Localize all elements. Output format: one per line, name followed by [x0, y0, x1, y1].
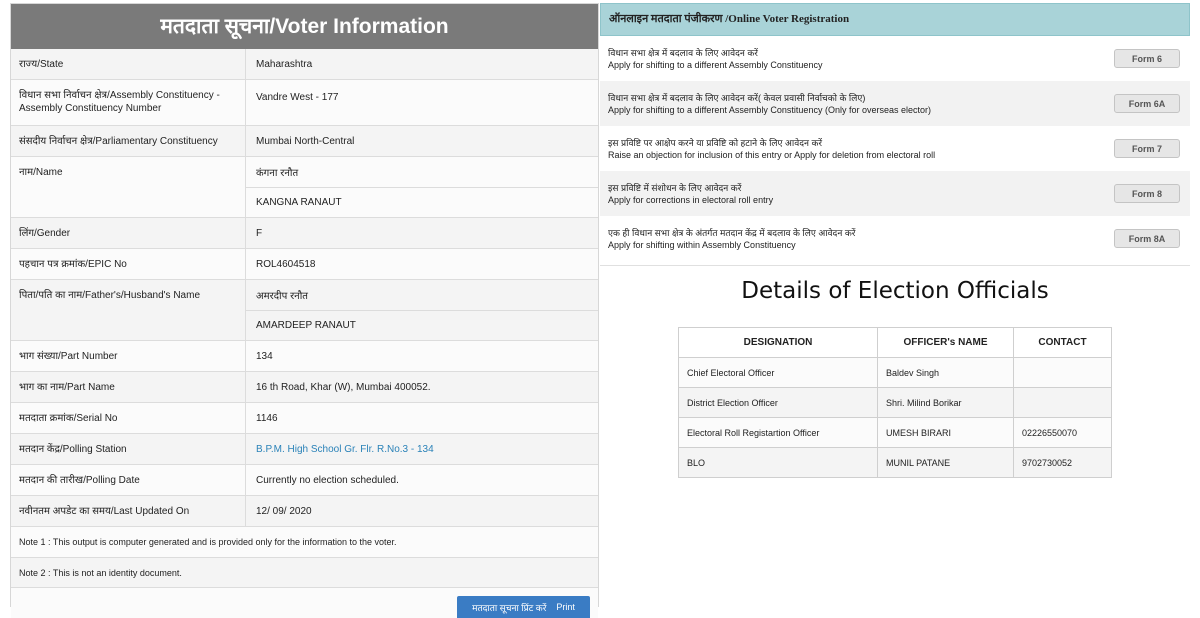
voter-value: Vandre West - 177 [256, 92, 339, 103]
voter-row-name [11, 157, 598, 218]
note-not-identity-document: Note 2 : This is not an identity document. [11, 558, 598, 588]
voter-label: विधान सभा निर्वाचन क्षेत्र/Assembly Constituency - Assembly Constituency Number [11, 80, 246, 125]
form-description-english: Apply for shifting to a different Assembly Constituency (Only for overseas elector) [608, 104, 931, 115]
designation-cell: District Election Officer [679, 388, 878, 418]
voter-row-epic [11, 249, 598, 280]
table-row [679, 358, 1112, 388]
form-description-english: Apply for corrections in electoral roll entry [608, 194, 774, 205]
form-row-8 [600, 171, 1190, 216]
voter-row-part-number [11, 341, 598, 372]
form-6-button[interactable]: Form 6 [1114, 49, 1180, 68]
voter-information-panel [10, 3, 599, 613]
election-officials-title: Details of Election Officials [741, 278, 1049, 304]
voter-row-father-husband [11, 280, 598, 341]
note-computer-generated: Note 1 : This output is computer generated and is provided only for the information to the voter. [11, 527, 598, 558]
officer-name-cell: UMESH BIRARI [878, 418, 1014, 448]
officer-name-cell: Baldev Singh [878, 358, 1014, 388]
voter-row-last-updated [11, 496, 598, 527]
voter-label: संसदीय निर्वाचन क्षेत्र/Parliamentary Constituency [11, 126, 246, 156]
designation-cell: Chief Electoral Officer [679, 358, 878, 388]
voter-row-part-name [11, 372, 598, 403]
voter-label: भाग संख्या/Part Number [11, 341, 246, 371]
voter-row-assembly [11, 80, 598, 126]
form-description-english: Raise an objection for inclusion of this entry or Apply for deletion from electoral roll [608, 149, 936, 160]
form-row-8a [600, 216, 1190, 261]
column-header-designation: DESIGNATION [679, 328, 878, 358]
voter-value: 12/ 09/ 2020 [256, 505, 312, 517]
voter-row-gender [11, 218, 598, 249]
voter-label: पहचान पत्र क्रमांक/EPIC No [11, 249, 246, 279]
form-description-hindi: एक ही विधान सभा क्षेत्र के अंतर्गत मतदान केंद्र में बदलाव के लिए आवेदन करें [608, 227, 856, 238]
form-6a-button[interactable]: Form 6A [1114, 94, 1180, 113]
voter-row-parliamentary [11, 126, 598, 157]
form-8a-button[interactable]: Form 8A [1114, 229, 1180, 248]
column-header-contact: CONTACT [1014, 328, 1112, 358]
online-voter-registration-header: ऑनलाइन मतदाता पंजीकरण /Online Voter Registration [600, 3, 1190, 36]
right-panel [600, 3, 1190, 607]
voter-row-polling-station [11, 434, 598, 465]
print-voter-info-button[interactable] [457, 596, 590, 618]
table-row [679, 388, 1112, 418]
form-description-hindi: विधान सभा क्षेत्र में बदलाव के लिए आवेदन करें [608, 47, 758, 58]
voter-value-hindi: अमरदीप रनौत [256, 291, 308, 302]
column-header-officer-name: OFFICER's NAME [878, 328, 1014, 358]
form-row-6a [600, 81, 1190, 126]
voter-value: 134 [256, 350, 273, 362]
contact-cell [1014, 358, 1112, 388]
form-description-english: Apply for shifting within Assembly Constituency [608, 239, 796, 250]
form-description-hindi: इस प्रविष्टि में संशोधन के लिए आवेदन करें [608, 182, 742, 193]
voter-label: नाम/Name [11, 157, 246, 217]
section-divider [600, 265, 1190, 266]
voter-row-serial-no [11, 403, 598, 434]
designation-cell: BLO [679, 448, 878, 478]
voter-value: F [256, 227, 263, 239]
election-officials-table [678, 327, 1112, 478]
table-row [679, 418, 1112, 448]
voter-label: मतदान की तारीख/Polling Date [11, 465, 246, 495]
form-description-hindi: विधान सभा क्षेत्र में बदलाव के लिए आवेदन करें( केवल प्रवासी निर्वाचको के लिए) [608, 92, 866, 103]
voter-value: 1146 [256, 412, 278, 424]
form-row-6 [600, 36, 1190, 81]
voter-value: Maharashtra [256, 58, 313, 70]
voter-value: 16 th Road, Khar (W), Mumbai 400052. [256, 381, 431, 393]
voter-row-polling-date [11, 465, 598, 496]
contact-cell [1014, 388, 1112, 418]
voter-info-table [11, 49, 598, 527]
table-row [679, 448, 1112, 478]
print-button-label: Print [556, 602, 575, 612]
form-row-7 [600, 126, 1190, 171]
voter-value: ROL4604518 [256, 258, 316, 270]
voter-label: मतदान केंद्र/Polling Station [11, 434, 246, 464]
form-7-button[interactable]: Form 7 [1114, 139, 1180, 158]
voter-label: पिता/पति का नाम/Father's/Husband's Name [11, 280, 246, 340]
contact-cell: 02226550070 [1014, 418, 1112, 448]
voter-value-english: AMARDEEP RANAUT [246, 310, 598, 340]
print-button-hindi-label: मतदाता सूचना प्रिंट करें [472, 602, 547, 613]
officer-name-cell: MUNIL PATANE [878, 448, 1014, 478]
voter-label: भाग का नाम/Part Name [11, 372, 246, 402]
voter-value-hindi: कंगना रनौत [256, 168, 299, 179]
voter-label: राज्य/State [11, 49, 246, 79]
voter-label: लिंग/Gender [11, 218, 246, 248]
table-header-row [679, 328, 1112, 358]
form-description-hindi: इस प्रविष्टि पर आक्षेप करने या प्रविष्टि को हटाने के लिए आवेदन करें [608, 137, 823, 148]
voter-label: मतदाता क्रमांक/Serial No [11, 403, 246, 433]
contact-cell: 9702730052 [1014, 448, 1112, 478]
officer-name-cell: Shri. Milind Borikar [878, 388, 1014, 418]
polling-station-link[interactable]: B.P.M. High School Gr. Flr. R.No.3 - 134 [256, 443, 434, 455]
form-description-english: Apply for shifting to a different Assembly Constituency [608, 59, 823, 70]
voter-label: नवीनतम अपडेट का समय/Last Updated On [11, 496, 246, 526]
voter-value: Mumbai North-Central [256, 135, 355, 147]
form-8-button[interactable]: Form 8 [1114, 184, 1180, 203]
voter-information-title: मतदाता सूचना/Voter Information [11, 4, 598, 49]
voter-value-english: KANGNA RANAUT [246, 187, 598, 217]
voter-row-state [11, 49, 598, 80]
print-row [11, 588, 598, 618]
voter-value: Currently no election scheduled. [256, 474, 399, 486]
designation-cell: Electoral Roll Registartion Officer [679, 418, 878, 448]
